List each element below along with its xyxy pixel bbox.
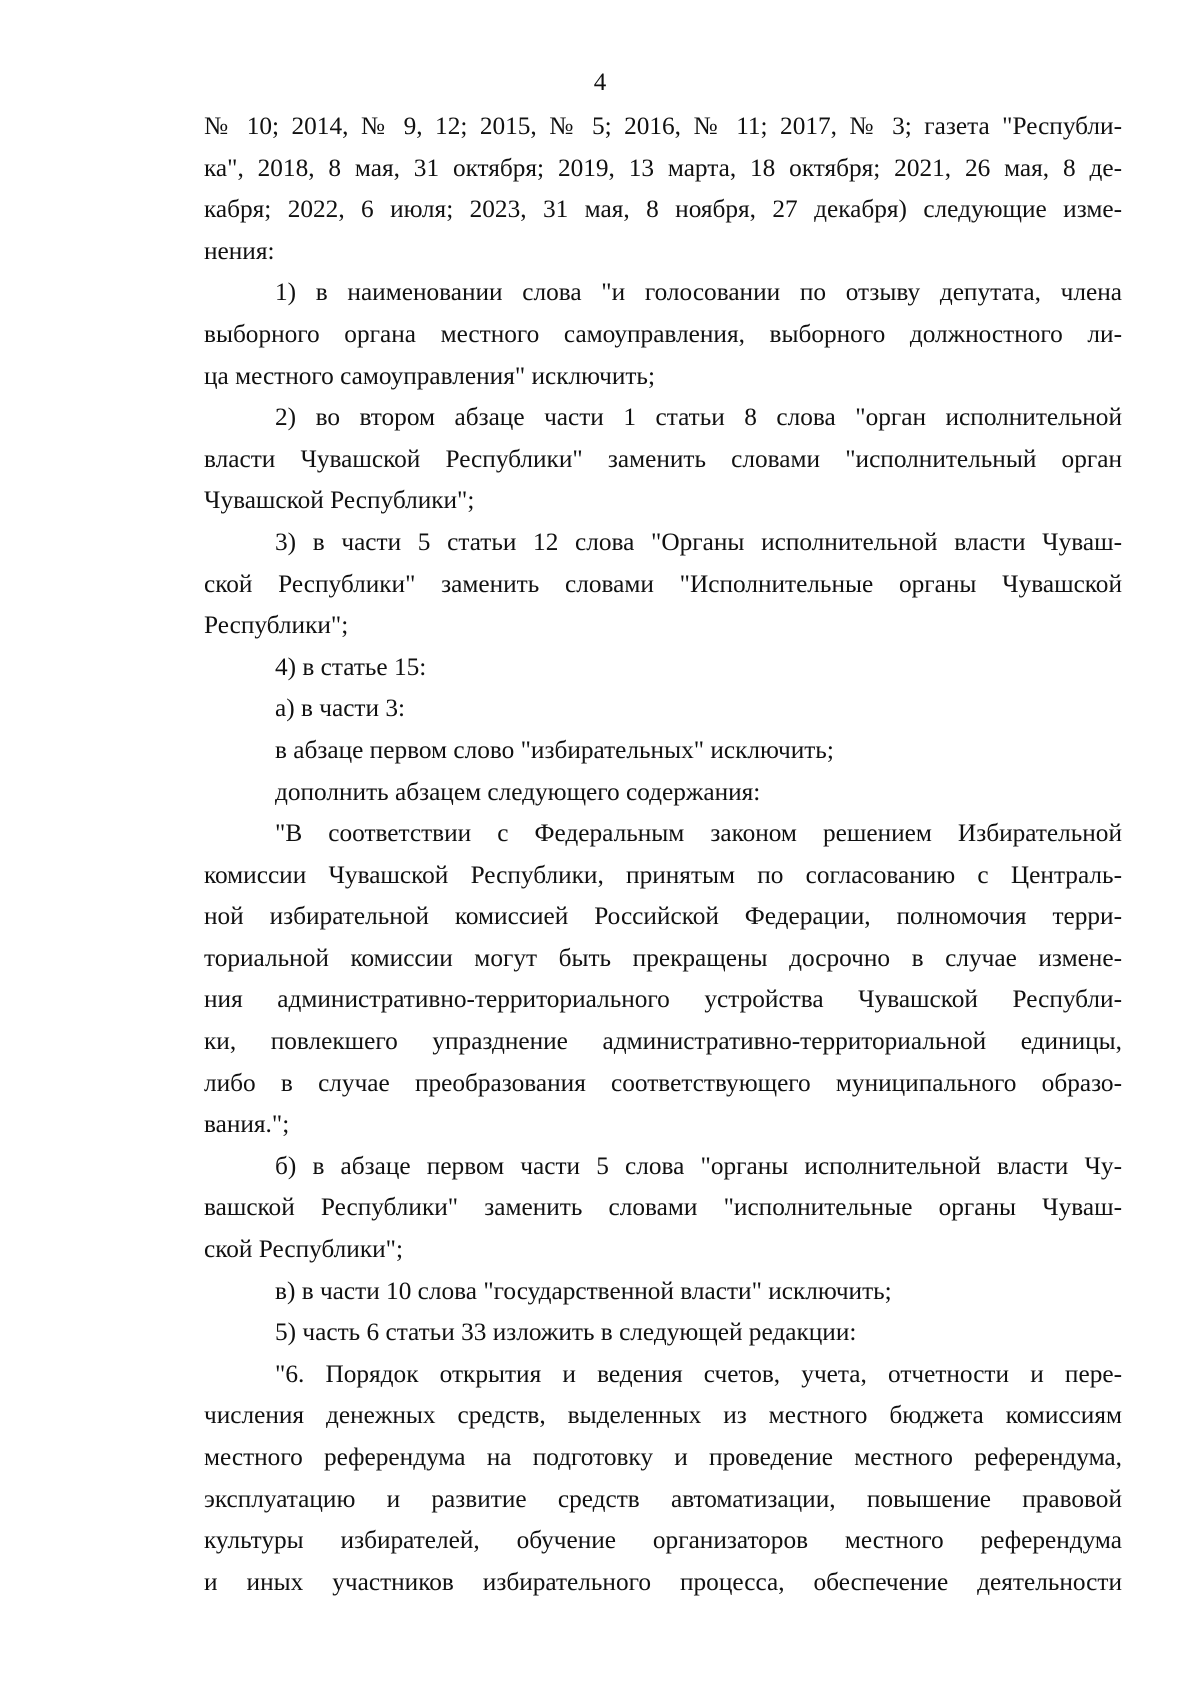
text-line: ской Республики" заменить словами "Исполнительные органы Чувашской <box>204 569 1122 598</box>
text-line: "6. Порядок открытия и ведения счетов, учета, отчетности и пере- <box>275 1359 1122 1388</box>
text-line: числения денежных средств, выделенных из местного бюджета комиссиям <box>204 1401 1122 1430</box>
text-line: нения: <box>204 236 275 265</box>
text-line: ной избирательной комиссией Российской Федерации, полномочия терри- <box>204 902 1122 931</box>
text-line: дополнить абзацем следующего содержания: <box>275 777 761 806</box>
text-line: вашской Республики" заменить словами "исполнительные органы Чуваш- <box>204 1193 1122 1222</box>
text-line: 3) в части 5 статьи 12 слова "Органы исполнительной власти Чуваш- <box>275 527 1122 556</box>
text-line: 2) во втором абзаце части 1 статьи 8 слова "орган исполнительной <box>275 403 1122 432</box>
document-body <box>204 106 1122 1603</box>
text-line: ния административно-территориального устройства Чувашской Республи- <box>204 985 1122 1014</box>
text-line: эксплуатацию и развитие средств автоматизации, повышение правовой <box>204 1484 1122 1513</box>
text-line: Республики"; <box>204 611 349 640</box>
text-line: Чувашской Республики"; <box>204 486 475 515</box>
text-line: б) в абзаце первом части 5 слова "органы исполнительной власти Чу- <box>275 1151 1122 1180</box>
text-line: ка", 2018, 8 мая, 31 октября; 2019, 13 марта, 18 октября; 2021, 26 мая, 8 де- <box>204 153 1122 182</box>
text-line: и иных участников избирательного процесса, обеспечение деятельности <box>204 1567 1122 1596</box>
page-number: 4 <box>593 69 607 96</box>
text-line: 1) в наименовании слова "и голосовании по отзыву депутата, члена <box>275 278 1122 307</box>
text-line: власти Чувашской Республики" заменить словами "исполнительный орган <box>204 444 1122 473</box>
text-line: культуры избирателей, обучение организаторов местного референдума <box>204 1526 1122 1555</box>
text-line: кабря; 2022, 6 июля; 2023, 31 мая, 8 ноября, 27 декабря) следующие изме- <box>204 195 1122 224</box>
text-line: вания."; <box>204 1110 290 1139</box>
text-line: либо в случае преобразования соответствующего муниципального образо- <box>204 1068 1122 1097</box>
text-line: местного референдума на подготовку и проведение местного референдума, <box>204 1443 1122 1471</box>
text-line: 5) часть 6 статьи 33 изложить в следующей редакции: <box>275 1318 857 1347</box>
text-line: а) в части 3: <box>275 694 406 723</box>
text-line: 4) в статье 15: <box>275 652 427 681</box>
text-line: ской Республики"; <box>204 1235 404 1264</box>
text-line: в абзаце первом слово "избирательных" исключить; <box>275 735 834 764</box>
text-line: ца местного самоуправления" исключить; <box>204 361 655 390</box>
text-line: выборного органа местного самоуправления, выборного должностного ли- <box>204 319 1122 348</box>
text-line: ториальной комиссии могут быть прекращены досрочно в случае измене- <box>204 943 1122 972</box>
text-line: № 10; 2014, № 9, 12; 2015, № 5; 2016, № 11; 2017, № 3; газета "Республи- <box>204 112 1122 140</box>
text-line: комиссии Чувашской Республики, принятым по согласованию с Централь- <box>204 860 1122 889</box>
text-line: "В соответствии с Федеральным законом решением Избирательной <box>275 819 1122 848</box>
text-line: в) в части 10 слова "государственной власти" исключить; <box>275 1276 892 1305</box>
text-line: ки, повлекшего упразднение административно-территориальной единицы, <box>204 1027 1122 1056</box>
